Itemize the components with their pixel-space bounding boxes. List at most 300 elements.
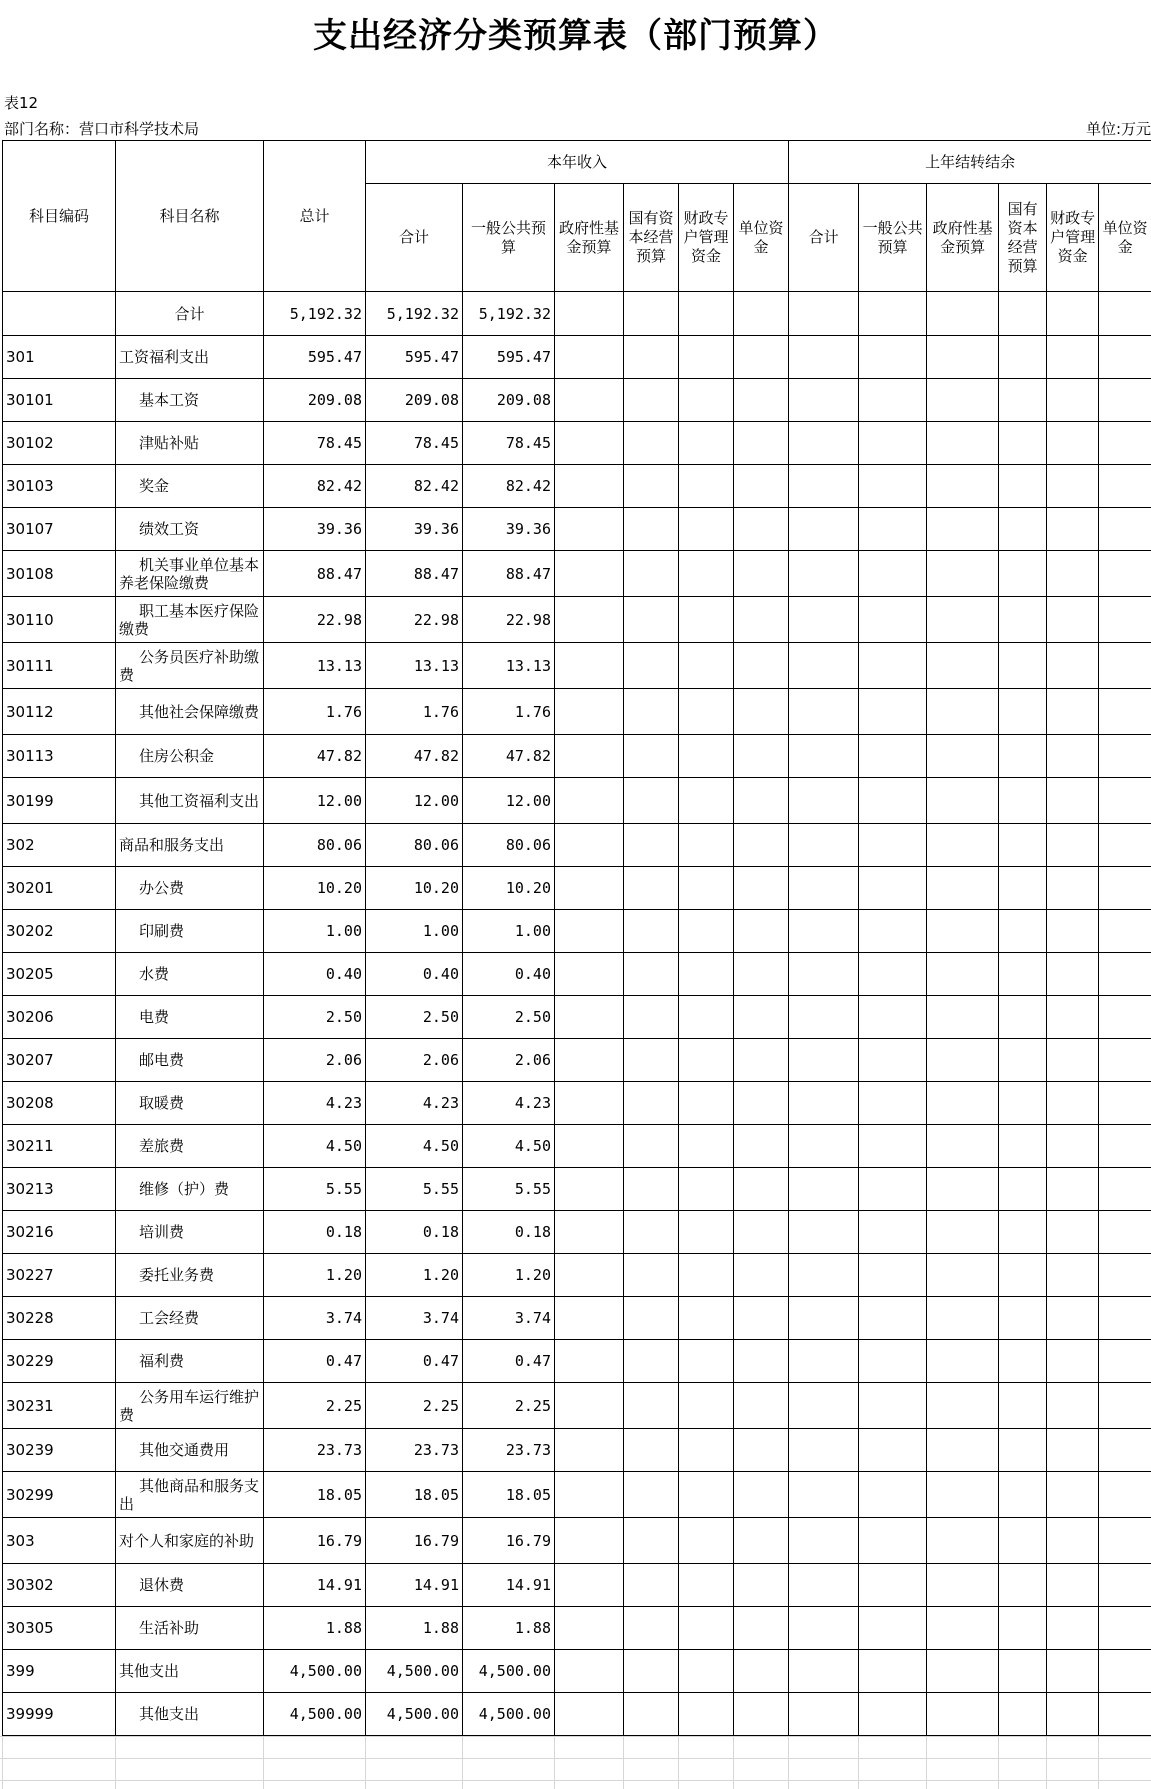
table-row <box>3 1211 1151 1254</box>
cell-empty <box>555 379 624 422</box>
cell-empty <box>859 1518 927 1564</box>
cell-empty <box>999 689 1047 735</box>
cell-empty <box>859 996 927 1039</box>
cell-code: 30202 <box>3 910 116 953</box>
cell-empty <box>1099 778 1151 824</box>
cell-cur-general: 0.40 <box>463 953 555 996</box>
cell-empty <box>1047 1472 1099 1518</box>
cell-empty <box>927 1254 999 1297</box>
cell-empty <box>679 778 734 824</box>
header-cur-state-capital: 国有资本经营预算 <box>624 184 679 292</box>
cell-cur-general: 23.73 <box>463 1429 555 1472</box>
cell-empty <box>859 1607 927 1650</box>
cell-cur-sum: 13.13 <box>366 643 463 689</box>
cell-total: 4,500.00 <box>264 1650 366 1693</box>
cell-empty <box>555 336 624 379</box>
cell-empty <box>1099 1607 1151 1650</box>
cell-empty <box>999 735 1047 778</box>
cell-empty <box>859 1039 927 1082</box>
cell-empty <box>789 1168 859 1211</box>
cell-empty <box>555 1650 624 1693</box>
cell-cur-general: 5.55 <box>463 1168 555 1211</box>
table-header <box>3 141 1151 292</box>
cell-empty <box>999 1472 1047 1518</box>
cell-empty <box>734 996 789 1039</box>
cell-empty <box>1047 1039 1099 1082</box>
sheet-gridline <box>365 1736 366 1789</box>
cell-empty <box>679 1607 734 1650</box>
cell-empty <box>999 597 1047 643</box>
cell-empty <box>999 1518 1047 1564</box>
cell-cur-sum: 209.08 <box>366 379 463 422</box>
cell-cur-sum: 1.76 <box>366 689 463 735</box>
cell-cur-sum: 47.82 <box>366 735 463 778</box>
cell-empty <box>734 1125 789 1168</box>
cell-empty <box>1047 1168 1099 1211</box>
cell-cur-general: 209.08 <box>463 379 555 422</box>
cell-empty <box>734 292 789 336</box>
cell-code: 30216 <box>3 1211 116 1254</box>
cell-empty <box>999 1650 1047 1693</box>
sheet-gridline <box>998 1736 999 1789</box>
cell-empty <box>624 1429 679 1472</box>
cell-empty <box>789 422 859 465</box>
cell-empty <box>1099 1039 1151 1082</box>
cell-name: 退休费 <box>116 1564 264 1607</box>
cell-empty <box>1099 1297 1151 1340</box>
cell-cur-sum: 5.55 <box>366 1168 463 1211</box>
cell-empty <box>999 953 1047 996</box>
cell-empty <box>679 996 734 1039</box>
cell-empty <box>624 1383 679 1429</box>
cell-empty <box>789 824 859 867</box>
cell-empty <box>1099 910 1151 953</box>
cell-empty <box>734 1297 789 1340</box>
cell-empty <box>679 1297 734 1340</box>
cell-empty <box>624 996 679 1039</box>
cell-empty <box>927 1039 999 1082</box>
cell-code: 30211 <box>3 1125 116 1168</box>
cell-empty <box>1099 1254 1151 1297</box>
sheet-gridlines <box>0 1736 1151 1789</box>
cell-cur-general: 2.50 <box>463 996 555 1039</box>
cell-empty <box>999 1607 1047 1650</box>
cell-empty <box>789 953 859 996</box>
cell-empty <box>624 508 679 551</box>
cell-cur-general: 0.18 <box>463 1211 555 1254</box>
cell-name: 公务用车运行维护费 <box>116 1383 264 1429</box>
cell-empty <box>999 1254 1047 1297</box>
cell-empty <box>999 778 1047 824</box>
cell-name: 取暖费 <box>116 1082 264 1125</box>
cell-total: 10.20 <box>264 867 366 910</box>
cell-cur-general: 4.23 <box>463 1082 555 1125</box>
cell-cur-sum: 14.91 <box>366 1564 463 1607</box>
cell-total: 47.82 <box>264 735 366 778</box>
table-row <box>3 1518 1151 1564</box>
sheet-gridline <box>733 1736 734 1789</box>
cell-empty <box>734 465 789 508</box>
cell-empty <box>1099 292 1151 336</box>
cell-cur-sum: 80.06 <box>366 824 463 867</box>
cell-empty <box>859 824 927 867</box>
table-row <box>3 465 1151 508</box>
cell-cur-sum: 88.47 <box>366 551 463 597</box>
cell-empty <box>789 689 859 735</box>
budget-table <box>2 140 1151 1736</box>
cell-empty <box>734 597 789 643</box>
cell-empty <box>555 1125 624 1168</box>
cell-empty <box>1047 1429 1099 1472</box>
cell-empty <box>859 1254 927 1297</box>
cell-empty <box>624 824 679 867</box>
cell-empty <box>555 1039 624 1082</box>
cell-empty <box>555 953 624 996</box>
cell-name: 维修（护）费 <box>116 1168 264 1211</box>
cell-empty <box>624 910 679 953</box>
cell-empty <box>734 1607 789 1650</box>
cell-empty <box>999 1039 1047 1082</box>
cell-empty <box>679 1082 734 1125</box>
cell-empty <box>1099 1650 1151 1693</box>
cell-name: 福利费 <box>116 1340 264 1383</box>
cell-name: 邮电费 <box>116 1039 264 1082</box>
cell-name: 基本工资 <box>116 379 264 422</box>
header-prior-balance: 上年结转结余 <box>789 141 1151 184</box>
header-name: 科目名称 <box>116 141 264 292</box>
cell-cur-general: 18.05 <box>463 1472 555 1518</box>
cell-empty <box>1047 1564 1099 1607</box>
cell-code: 30113 <box>3 735 116 778</box>
cell-empty <box>1099 465 1151 508</box>
table-row <box>3 551 1151 597</box>
cell-cur-sum: 10.20 <box>366 867 463 910</box>
cell-empty <box>789 508 859 551</box>
cell-empty <box>859 1564 927 1607</box>
cell-empty <box>734 867 789 910</box>
cell-empty <box>555 1297 624 1340</box>
sheet-gridline <box>623 1736 624 1789</box>
cell-cur-sum: 2.06 <box>366 1039 463 1082</box>
cell-empty <box>555 778 624 824</box>
cell-total: 78.45 <box>264 422 366 465</box>
cell-empty <box>1047 910 1099 953</box>
cell-code: 30110 <box>3 597 116 643</box>
cell-empty <box>624 292 679 336</box>
cell-name: 其他社会保障缴费 <box>116 689 264 735</box>
cell-total: 0.47 <box>264 1340 366 1383</box>
cell-empty <box>679 1039 734 1082</box>
cell-empty <box>555 1429 624 1472</box>
cell-cur-sum: 82.42 <box>366 465 463 508</box>
table-row <box>3 1082 1151 1125</box>
cell-empty <box>1047 1650 1099 1693</box>
cell-empty <box>679 422 734 465</box>
cell-code: 30108 <box>3 551 116 597</box>
cell-code: 30206 <box>3 996 116 1039</box>
cell-cur-general: 10.20 <box>463 867 555 910</box>
cell-empty <box>789 910 859 953</box>
table-row <box>3 643 1151 689</box>
table-body <box>3 292 1151 1736</box>
cell-cur-general: 80.06 <box>463 824 555 867</box>
cell-cur-general: 88.47 <box>463 551 555 597</box>
cell-name: 其他交通费用 <box>116 1429 264 1472</box>
cell-code: 30302 <box>3 1564 116 1607</box>
cell-empty <box>624 953 679 996</box>
cell-code: 30107 <box>3 508 116 551</box>
cell-empty <box>555 996 624 1039</box>
cell-empty <box>789 1607 859 1650</box>
cell-empty <box>1099 1429 1151 1472</box>
cell-empty <box>1047 292 1099 336</box>
cell-total: 14.91 <box>264 1564 366 1607</box>
page-title: 支出经济分类预算表（部门预算） <box>313 16 838 56</box>
cell-empty <box>859 1297 927 1340</box>
cell-empty <box>679 953 734 996</box>
cell-empty <box>734 379 789 422</box>
cell-empty <box>1047 1254 1099 1297</box>
cell-total: 5.55 <box>264 1168 366 1211</box>
header-code: 科目编码 <box>3 141 116 292</box>
cell-empty <box>1047 597 1099 643</box>
cell-empty <box>1099 735 1151 778</box>
cell-empty <box>679 379 734 422</box>
cell-empty <box>927 1211 999 1254</box>
sheet-gridline <box>462 1736 463 1789</box>
cell-empty <box>859 910 927 953</box>
table-row <box>3 1650 1151 1693</box>
cell-code: 30199 <box>3 778 116 824</box>
cell-empty <box>734 735 789 778</box>
table-row <box>3 1297 1151 1340</box>
cell-code: 30239 <box>3 1429 116 1472</box>
cell-code: 30231 <box>3 1383 116 1429</box>
cell-empty <box>679 735 734 778</box>
cell-empty <box>555 867 624 910</box>
cell-empty <box>927 379 999 422</box>
cell-code: 30205 <box>3 953 116 996</box>
cell-cur-general: 47.82 <box>463 735 555 778</box>
cell-empty <box>1047 735 1099 778</box>
cell-empty <box>789 1297 859 1340</box>
header-prev-sum: 合计 <box>789 184 859 292</box>
cell-empty <box>999 1340 1047 1383</box>
cell-total: 1.88 <box>264 1607 366 1650</box>
cell-name: 奖金 <box>116 465 264 508</box>
cell-empty <box>734 1039 789 1082</box>
cell-total: 2.25 <box>264 1383 366 1429</box>
cell-cur-general: 2.25 <box>463 1383 555 1429</box>
cell-empty <box>789 643 859 689</box>
sheet-gridline <box>2 1736 3 1789</box>
cell-empty <box>1099 1211 1151 1254</box>
cell-empty <box>734 1472 789 1518</box>
cell-empty <box>1099 1125 1151 1168</box>
sheet-gridline <box>926 1736 927 1789</box>
cell-empty <box>859 1211 927 1254</box>
cell-empty <box>1047 1082 1099 1125</box>
cell-empty <box>789 551 859 597</box>
cell-empty <box>555 1564 624 1607</box>
cell-cur-sum: 595.47 <box>366 336 463 379</box>
header-prev-general: 一般公共预算 <box>859 184 927 292</box>
cell-code: 30111 <box>3 643 116 689</box>
cell-total: 3.74 <box>264 1297 366 1340</box>
cell-empty <box>1047 379 1099 422</box>
cell-empty <box>927 735 999 778</box>
cell-code: 30103 <box>3 465 116 508</box>
cell-name: 差旅费 <box>116 1125 264 1168</box>
cell-empty <box>679 1383 734 1429</box>
cell-empty <box>999 1564 1047 1607</box>
cell-empty <box>1099 1472 1151 1518</box>
cell-empty <box>927 1082 999 1125</box>
cell-empty <box>999 1211 1047 1254</box>
cell-total: 0.40 <box>264 953 366 996</box>
cell-empty <box>999 643 1047 689</box>
cell-cur-sum: 4.50 <box>366 1125 463 1168</box>
cell-empty <box>679 1168 734 1211</box>
cell-code: 302 <box>3 824 116 867</box>
cell-cur-general: 4,500.00 <box>463 1650 555 1693</box>
cell-empty <box>859 867 927 910</box>
cell-empty <box>679 336 734 379</box>
table-row <box>3 1607 1151 1650</box>
table-row <box>3 508 1151 551</box>
cell-empty <box>999 1082 1047 1125</box>
cell-cur-general: 16.79 <box>463 1518 555 1564</box>
cell-empty <box>1047 778 1099 824</box>
cell-code: 30112 <box>3 689 116 735</box>
cell-empty <box>555 1518 624 1564</box>
cell-empty <box>927 292 999 336</box>
cell-empty <box>1099 1082 1151 1125</box>
cell-code: 30228 <box>3 1297 116 1340</box>
cell-empty <box>679 597 734 643</box>
cell-empty <box>927 996 999 1039</box>
cell-empty <box>679 1211 734 1254</box>
cell-cur-sum: 0.18 <box>366 1211 463 1254</box>
cell-empty <box>734 1693 789 1736</box>
cell-empty <box>859 689 927 735</box>
cell-empty <box>624 689 679 735</box>
cell-total: 4.23 <box>264 1082 366 1125</box>
cell-empty <box>859 735 927 778</box>
cell-empty <box>927 778 999 824</box>
cell-empty <box>555 1383 624 1429</box>
cell-cur-general: 2.06 <box>463 1039 555 1082</box>
cell-name: 合计 <box>116 292 264 336</box>
cell-empty <box>789 465 859 508</box>
cell-empty <box>789 1472 859 1518</box>
cell-empty <box>555 1693 624 1736</box>
cell-empty <box>734 778 789 824</box>
cell-empty <box>789 597 859 643</box>
cell-name: 对个人和家庭的补助 <box>116 1518 264 1564</box>
cell-code: 30102 <box>3 422 116 465</box>
cell-empty <box>789 1693 859 1736</box>
cell-cur-general: 5,192.32 <box>463 292 555 336</box>
cell-empty <box>789 1254 859 1297</box>
cell-empty <box>555 1472 624 1518</box>
cell-empty <box>1047 867 1099 910</box>
table-row <box>3 1168 1151 1211</box>
cell-empty <box>1047 1297 1099 1340</box>
cell-empty <box>1099 336 1151 379</box>
cell-empty <box>859 643 927 689</box>
cell-empty <box>555 1340 624 1383</box>
cell-empty <box>624 597 679 643</box>
cell-total: 2.50 <box>264 996 366 1039</box>
cell-empty <box>624 1340 679 1383</box>
cell-empty <box>999 824 1047 867</box>
table-number: 表12 <box>4 94 39 112</box>
cell-empty <box>555 910 624 953</box>
table-row <box>3 735 1151 778</box>
cell-empty <box>927 953 999 996</box>
cell-total: 82.42 <box>264 465 366 508</box>
cell-empty <box>734 953 789 996</box>
sheet-gridline <box>858 1736 859 1789</box>
cell-total: 22.98 <box>264 597 366 643</box>
cell-empty <box>734 910 789 953</box>
cell-total: 16.79 <box>264 1518 366 1564</box>
cell-empty <box>927 1518 999 1564</box>
header-cur-special: 财政专户管理资金 <box>679 184 734 292</box>
cell-total: 595.47 <box>264 336 366 379</box>
cell-empty <box>1099 867 1151 910</box>
sheet-gridline <box>263 1736 264 1789</box>
cell-empty <box>789 1518 859 1564</box>
cell-empty <box>999 910 1047 953</box>
cell-total: 0.18 <box>264 1211 366 1254</box>
cell-empty <box>1047 824 1099 867</box>
cell-empty <box>679 465 734 508</box>
cell-empty <box>927 867 999 910</box>
cell-empty <box>789 379 859 422</box>
cell-empty <box>734 1082 789 1125</box>
cell-empty <box>789 1039 859 1082</box>
cell-name: 工资福利支出 <box>116 336 264 379</box>
cell-empty <box>679 689 734 735</box>
cell-name: 水费 <box>116 953 264 996</box>
cell-empty <box>999 292 1047 336</box>
cell-empty <box>859 778 927 824</box>
cell-empty <box>1047 643 1099 689</box>
header-cur-general: 一般公共预算 <box>463 184 555 292</box>
cell-empty <box>1099 643 1151 689</box>
cell-empty <box>927 1340 999 1383</box>
cell-cur-general: 82.42 <box>463 465 555 508</box>
cell-empty <box>859 336 927 379</box>
cell-empty <box>734 1254 789 1297</box>
cell-empty <box>624 422 679 465</box>
cell-empty <box>1047 1125 1099 1168</box>
cell-empty <box>859 508 927 551</box>
cell-empty <box>789 292 859 336</box>
cell-empty <box>859 1168 927 1211</box>
cell-total: 1.76 <box>264 689 366 735</box>
table-row <box>3 1254 1151 1297</box>
cell-empty <box>859 1340 927 1383</box>
cell-cur-sum: 1.20 <box>366 1254 463 1297</box>
cell-empty <box>679 867 734 910</box>
cell-empty <box>1099 1518 1151 1564</box>
cell-name: 培训费 <box>116 1211 264 1254</box>
cell-empty <box>734 824 789 867</box>
cell-empty <box>624 1168 679 1211</box>
